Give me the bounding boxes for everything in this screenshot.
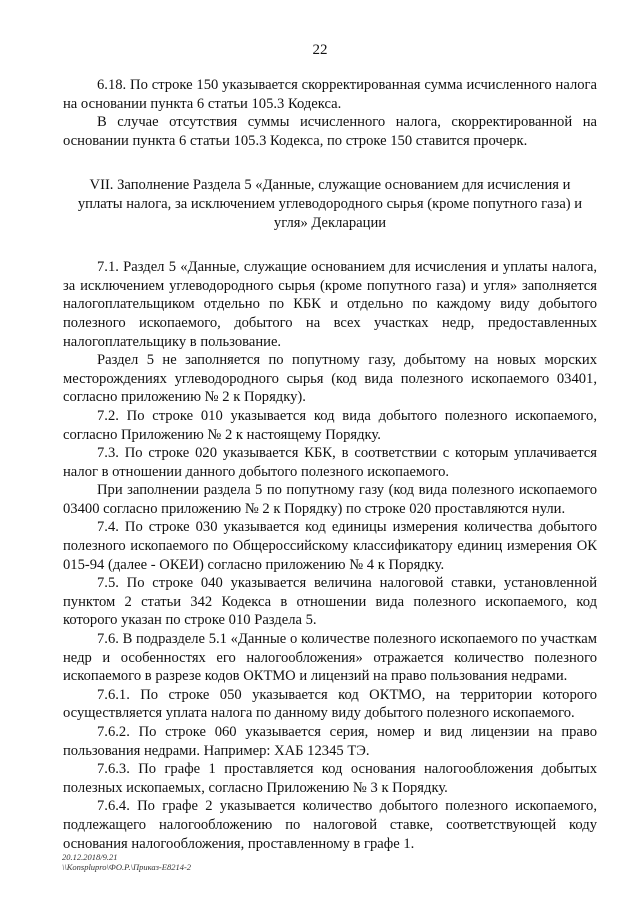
footer-date: 20.12.2018/9.21	[62, 852, 118, 862]
footer-file-reference	[62, 852, 191, 872]
paragraph-7-2: 7.2. По строке 010 указывается код вида добытого полезного ископаемого, согласно Приложению № 2 к настоящему Порядку.	[63, 407, 597, 443]
paragraph-6-18: 6.18. По строке 150 указывается скорректированная сумма исчисленного налога на основании пункта 6 статьи 105.3 Кодекса.	[63, 77, 597, 112]
paragraph-7-1-note: Раздел 5 не заполняется по попутному газу, добытому на новых морских месторождениях углеводородного сырья (код вида полезного ископаемого 03401, согласно приложению № 2 к Порядку).	[63, 352, 597, 406]
paragraph-7-3: 7.3. По строке 020 указывается КБК, в соответствии с которым уплачивается налог в отношении данного добытого полезного ископаемого.	[63, 445, 597, 480]
document-body	[63, 76, 597, 853]
paragraph-7-6-3: 7.6.3. По графе 1 проставляется код основания налогообложения добытых полезных ископаемых, согласно Приложению № 3 к Порядку.	[63, 761, 597, 796]
section-heading: VII. Заполнение Раздела 5 «Данные, служащие основанием для исчисления и уплаты налога, за исключением углеводородного сырья (кроме попутного газа) и угля» Декларации	[77, 177, 583, 231]
paragraph-7-1: 7.1. Раздел 5 «Данные, служащие основанием для исчисления и уплаты налога, за исключением углеводородного сырья (кроме попутного газа) и угля» заполняется налогоплательщиком отдельно по КБК и отдельно по каждому виду добытого полезного ископаемого, добытого на всех участках недр, предоставленных налогоплательщику в пользование.	[63, 259, 597, 350]
paragraph-7-5: 7.5. По строке 040 указывается величина налоговой ставки, установленной пунктом 2 статьи 342 Кодекса в отношении вида полезного ископаемого, код которого указан по строке 010 Раздела 5.	[63, 575, 597, 629]
paragraph-7-4: 7.4. По строке 030 указывается код единицы измерения количества добытого полезного ископаемого по Общероссийскому классификатору единиц измерения ОК 015-94 (далее - ОКЕИ) согласно приложению № 4 к Порядку.	[63, 519, 597, 573]
paragraph-7-6: 7.6. В подразделе 5.1 «Данные о количестве полезного ископаемого по участкам недр и особенностях его налогообложения» отражается количество полезного ископаемого в разрезе кодов ОКТМО и лицензий на право пользования недрами.	[63, 631, 597, 685]
paragraph-7-6-1: 7.6.1. По строке 050 указывается код ОКТМО, на территории которого осуществляется уплата налога по данному виду добытого полезного ископаемого.	[63, 686, 597, 722]
paragraph-7-6-4: 7.6.4. По графе 2 указывается количество добытого полезного ископаемого, подлежащего налогообложению по налоговой ставке, соответствующей коду основания налогообложения, проставленному в графе 1.	[63, 798, 597, 852]
paragraph-6-18-note: В случае отсутствия суммы исчисленного налога, скорректированной на основании пункта 6 статьи 105.3 Кодекса, по строке 150 ставится прочерк.	[63, 114, 597, 149]
footer-path: \\Konsplupro\ФО.Р.\Приказ-E8214-2	[62, 862, 192, 872]
paragraph-7-3-note: При заполнении раздела 5 по попутному газу (код вида полезного ископаемого 03400 согласно приложению № 2 к Порядку) по строке 020 проставляются нули.	[63, 482, 597, 517]
page-number: 22	[312, 42, 328, 58]
paragraph-7-6-2: 7.6.2. По строке 060 указывается серия, номер и вид лицензии на право пользования недрами. Например: ХАБ 12345 ТЭ.	[63, 724, 597, 759]
